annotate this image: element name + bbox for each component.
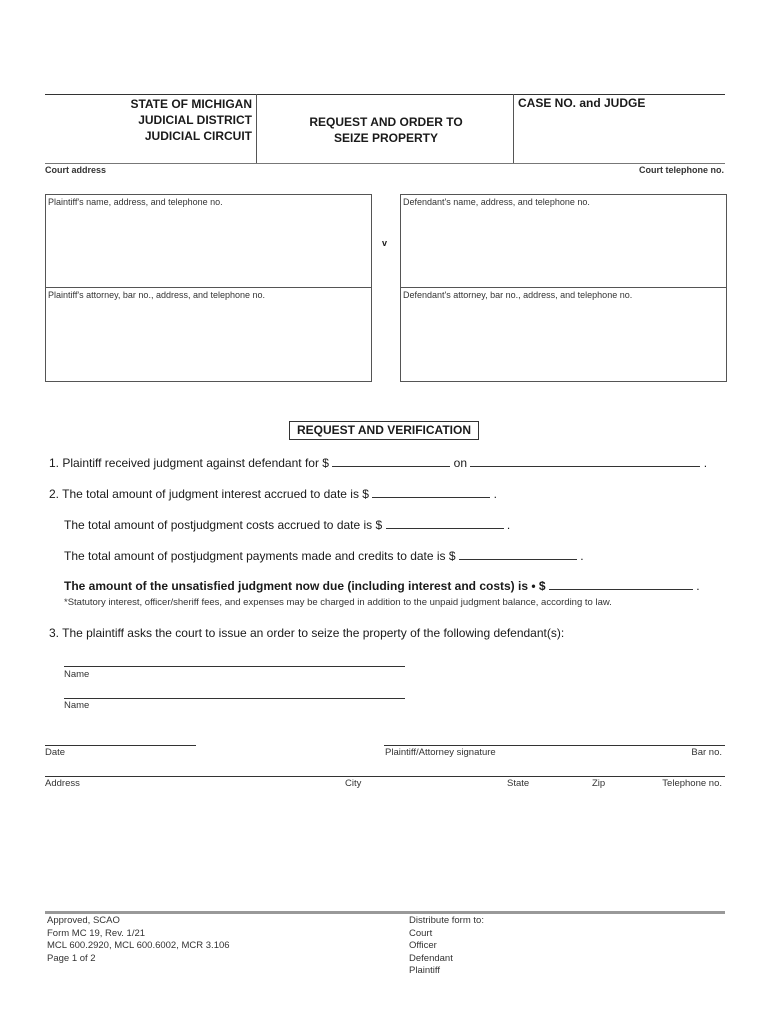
costs-text: The total amount of postjudgment costs accrued to date is $ bbox=[64, 518, 383, 532]
footer-rule bbox=[45, 911, 725, 914]
footer-left bbox=[47, 915, 230, 965]
distribute-court: Court bbox=[409, 927, 433, 939]
form-title-line1: REQUEST AND ORDER TO bbox=[309, 115, 463, 129]
item-1-end: . bbox=[703, 456, 708, 470]
payments-text: The total amount of postjudgment payments made and credits to date is $ bbox=[64, 549, 456, 563]
distribute-heading: Distribute form to: bbox=[409, 915, 484, 926]
form-number: Form MC 19, Rev. 1/21 bbox=[47, 927, 146, 939]
interest-amount-field[interactable] bbox=[372, 486, 490, 498]
item-3: 3. The plaintiff asks the court to issue an order to seize the property of the following defendant(s): bbox=[49, 626, 565, 640]
costs-amount-field[interactable] bbox=[386, 517, 504, 529]
defendant-box-divider bbox=[400, 287, 726, 288]
plaintiff-box-divider bbox=[45, 287, 371, 288]
bar-no-label: Bar no. bbox=[691, 747, 722, 758]
header-bottom-rule bbox=[45, 163, 725, 164]
unsatisfied-end: . bbox=[696, 579, 700, 593]
defendant-attorney-field[interactable] bbox=[401, 301, 725, 379]
plaintiff-name-field[interactable] bbox=[46, 208, 370, 286]
court-address-label: Court address bbox=[45, 165, 107, 175]
item-1 bbox=[49, 455, 707, 470]
unsatisfied-amount-field[interactable] bbox=[549, 578, 693, 590]
header-divider-1 bbox=[256, 94, 257, 163]
payments-end: . bbox=[580, 549, 584, 563]
costs-line bbox=[64, 517, 510, 532]
state-label-field: State bbox=[507, 778, 530, 789]
distribute-defendant: Defendant bbox=[409, 952, 453, 964]
distribute-plaintiff: Plaintiff bbox=[409, 965, 440, 976]
item-1-text: 1. Plaintiff received judgment against defendant for $ bbox=[49, 456, 329, 470]
case-no-field[interactable] bbox=[516, 94, 724, 162]
judgment-date-field[interactable] bbox=[470, 455, 700, 467]
page-number: Page 1 of 2 bbox=[47, 952, 96, 964]
circuit-label: JUDICIAL CIRCUIT bbox=[144, 129, 252, 143]
defendant-name-field[interactable] bbox=[401, 208, 725, 286]
form-title bbox=[258, 114, 514, 146]
judgment-amount-field[interactable] bbox=[332, 455, 450, 467]
item-2-end: . bbox=[493, 487, 497, 501]
unsatisfied-text: The amount of the unsatisfied judgment now due (including interest and costs) is • $ bbox=[64, 579, 546, 593]
versus-label: v bbox=[382, 238, 388, 248]
approved-text: Approved, SCAO bbox=[47, 915, 120, 926]
case-no-label: CASE NO. and JUDGE bbox=[518, 96, 646, 110]
statute-reference: MCL 600.2920, MCL 600.6002, MCR 3.106 bbox=[47, 940, 230, 951]
district-label: JUDICIAL DISTRICT bbox=[138, 113, 252, 127]
date-line[interactable] bbox=[45, 745, 196, 746]
plaintiff-name-label: Plaintiff's name, address, and telephone no. bbox=[48, 197, 223, 207]
city-label: City bbox=[345, 778, 362, 789]
name-1-label: Name bbox=[64, 669, 90, 680]
address-line[interactable] bbox=[45, 776, 725, 777]
court-name-block bbox=[45, 96, 252, 144]
payments-line bbox=[64, 548, 584, 563]
distribute-officer: Officer bbox=[409, 940, 437, 951]
section-title: REQUEST AND VERIFICATION bbox=[289, 421, 479, 440]
signature-line[interactable] bbox=[384, 745, 725, 746]
court-telephone-label: Court telephone no. bbox=[639, 165, 724, 175]
statutory-note: *Statutory interest, officer/sheriff fees, and expenses may be charged in addition to the unpaid judgment balance, according to law. bbox=[64, 597, 612, 608]
unsatisfied-line bbox=[64, 578, 700, 593]
name-1-line[interactable] bbox=[64, 666, 405, 667]
name-2-label: Name bbox=[64, 700, 90, 711]
item-1-on: on bbox=[453, 456, 468, 470]
defendant-name-label: Defendant's name, address, and telephone no. bbox=[403, 197, 590, 207]
item-2 bbox=[49, 486, 497, 501]
plaintiff-attorney-label: Plaintiff's attorney, bar no., address, and telephone no. bbox=[48, 290, 266, 300]
costs-end: . bbox=[506, 518, 511, 532]
item-2-text: 2. The total amount of judgment interest accrued to date is $ bbox=[49, 487, 369, 501]
state-label: STATE OF MICHIGAN bbox=[130, 97, 252, 111]
plaintiff-attorney-field[interactable] bbox=[46, 301, 370, 379]
signature-label: Plaintiff/Attorney signature bbox=[385, 747, 496, 758]
name-2-line[interactable] bbox=[64, 698, 405, 699]
footer-distribution bbox=[409, 915, 484, 978]
form-title-line2: SEIZE PROPERTY bbox=[333, 131, 439, 145]
date-label: Date bbox=[45, 747, 66, 758]
defendant-attorney-label: Defendant's attorney, bar no., address, and telephone no. bbox=[403, 290, 633, 300]
payments-amount-field[interactable] bbox=[459, 548, 577, 560]
telephone-label: Telephone no. bbox=[662, 778, 722, 789]
zip-label: Zip bbox=[592, 778, 606, 789]
address-label: Address bbox=[45, 778, 80, 789]
